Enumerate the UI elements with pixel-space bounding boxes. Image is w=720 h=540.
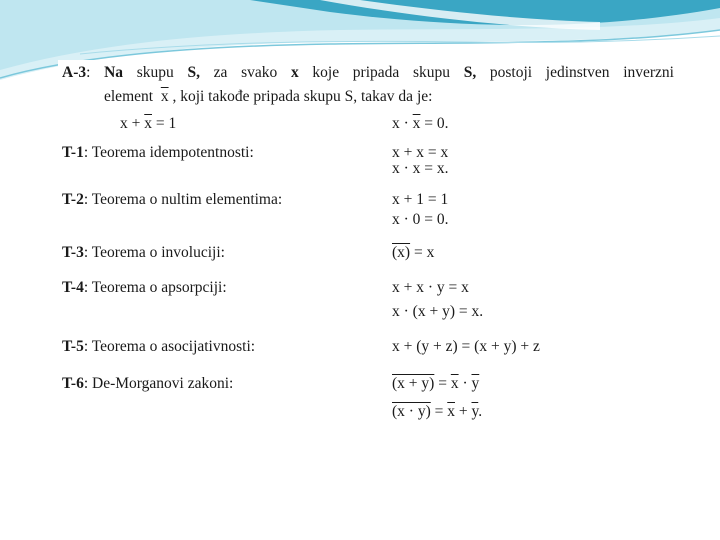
t1-heading: T-1: Teorema idempotentnosti: bbox=[62, 144, 254, 161]
a3-line2-post: , koji takođe pripada skupu S, takav da je: bbox=[172, 88, 433, 105]
a3-left-equation: $x + \overline{x} = 1$ bbox=[120, 115, 177, 132]
a3-word: skupu bbox=[412, 64, 451, 81]
theorems-panel bbox=[58, 60, 680, 420]
t6-heading: T-6: De-Morganovi zakoni: bbox=[62, 375, 234, 392]
a3-word: Na bbox=[104, 64, 124, 81]
a3-line2-pre: element bbox=[104, 88, 154, 105]
t4-heading: T-4: Teorema o apsorpciji: bbox=[62, 279, 227, 296]
t4-eq2: x · (x + y) = x. bbox=[392, 303, 484, 320]
a3-word: x bbox=[290, 64, 299, 81]
a3-right-equation: $x \cdot \overline{x} = 0$. bbox=[392, 115, 449, 132]
a3-word: svako bbox=[241, 64, 278, 81]
t6-eq2: $(x \cdot y) = \overline{x} + \overline{y}$. bbox=[392, 403, 483, 420]
t3-heading: T-3: Teorema o involuciji: bbox=[62, 244, 225, 261]
a3-word: inverzni bbox=[623, 64, 674, 81]
a3-word: skupu bbox=[136, 64, 174, 81]
t2-heading: T-2: Teorema o nultim elementima: bbox=[62, 191, 283, 208]
t6-eq1: $(x + y) = \overline{x} \cdot \overline{y}$ bbox=[392, 375, 480, 392]
a3-word: S, bbox=[187, 64, 200, 81]
a3-line1: A-3: Na skupu S, za svako x koje pripada skupu S, postoji jedinstven inverzni bbox=[62, 64, 674, 81]
t1-eq1: x + x = x bbox=[392, 144, 449, 161]
a3-word: pripada bbox=[352, 64, 400, 81]
a3-line2 bbox=[104, 88, 432, 106]
t2-eq1: x + 1 = 1 bbox=[392, 191, 449, 208]
t5-eq1: x + (y + z) = (x + y) + z bbox=[392, 338, 540, 355]
a3-word: S, bbox=[463, 64, 477, 81]
a3-word: koje bbox=[312, 64, 340, 81]
a3-word: jedinstven bbox=[545, 64, 610, 81]
a3-complement-var: $\overline{x}$ bbox=[160, 88, 169, 105]
a3-word: postoji bbox=[489, 64, 533, 81]
a3-label: A-3 bbox=[62, 64, 87, 81]
t4-eq1: x + x · y = x bbox=[392, 279, 469, 296]
t2-eq2: x · 0 = 0. bbox=[392, 211, 449, 228]
t1-eq2: x · x = x. bbox=[392, 160, 449, 177]
t5-heading: T-5: Teorema o asocijativnosti: bbox=[62, 338, 256, 355]
t3-eq1: (x) = x bbox=[392, 244, 435, 261]
a3-word: za bbox=[213, 64, 228, 81]
